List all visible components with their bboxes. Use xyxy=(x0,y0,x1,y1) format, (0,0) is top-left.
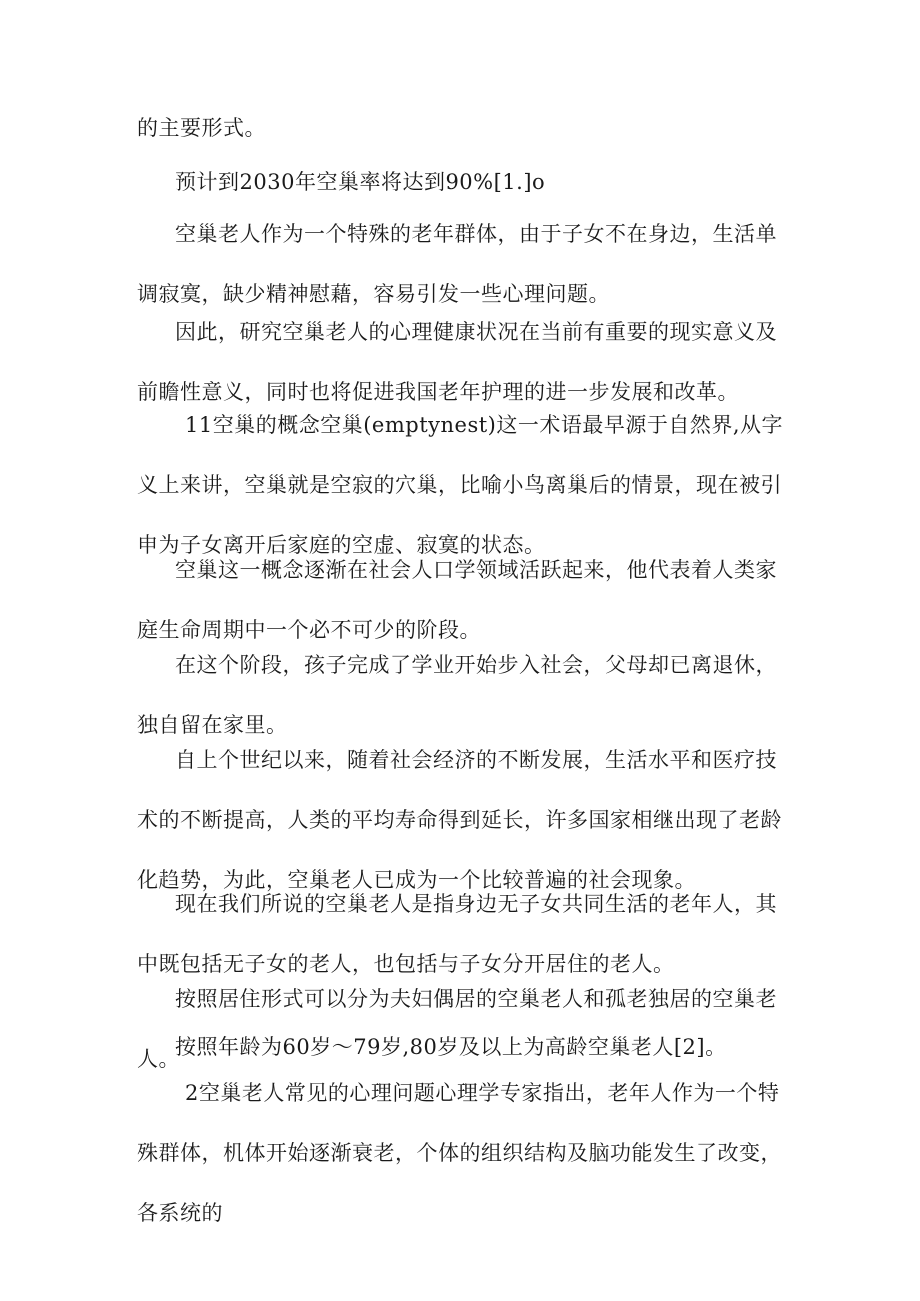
paragraph-1: 的主要形式。 xyxy=(137,116,266,140)
paragraph-5: 11空巢的概念空巢(emptynest)这一术语最早源于自然界,从字义上来讲，空巢就是空寂的穴巢，比喻小鸟离巢后的情景，现在被引申为子女离开后家庭的空虚、寂寞的状态。 xyxy=(137,413,784,557)
paragraph-4: 因此，研究空巢老人的心理健康状况在当前有重要的现实意义及前瞻性意义，同时也将促进我国老年护理的进一步发展和改革。 xyxy=(137,320,777,404)
paragraph-6: 空巢这一概念逐渐在社会人口学领域活跃起来，他代表着人类家庭生命周期中一个必不可少的阶段。 xyxy=(137,558,777,642)
paragraph-2: 预计到2030年空巢率将达到90%[1.]o xyxy=(175,170,546,194)
paragraph-3: 空巢老人作为一个特殊的老年群体，由于子女不在身边，生活单调寂寞，缺少精神慰藉，容易引发一些心理问题。 xyxy=(137,222,777,306)
paragraph-9: 现在我们所说的空巢老人是指身边无子女共同生活的老年人，其中既包括无子女的老人，也包括与子女分开居住的老人。 xyxy=(137,892,777,976)
paragraph-8: 自上个世纪以来，随着社会经济的不断发展，生活水平和医疗技术的不断提高，人类的平均寿命得到延长，许多国家相继出现了老龄化趋势，为此，空巢老人已成为一个比较普遍的社会现象。 xyxy=(137,748,782,892)
paragraph-11: 按照年龄为60岁～79岁,80岁及以上为高龄空巢老人[2]。 xyxy=(175,1035,727,1059)
paragraph-7: 在这个阶段，孩子完成了学业开始步入社会，父母却已离退休，独自留在家里。 xyxy=(137,653,777,737)
paragraph-12: 2空巢老人常见的心理问题心理学专家指出，老年人作为一个特殊群体，机体开始逐渐衰老，个体的组织结构及脑功能发生了改变，各系统的 xyxy=(137,1081,782,1225)
paragraph-10: 按照居住形式可以分为夫妇偶居的空巢老人和孤老独居的空巢老人。 xyxy=(137,987,777,1071)
